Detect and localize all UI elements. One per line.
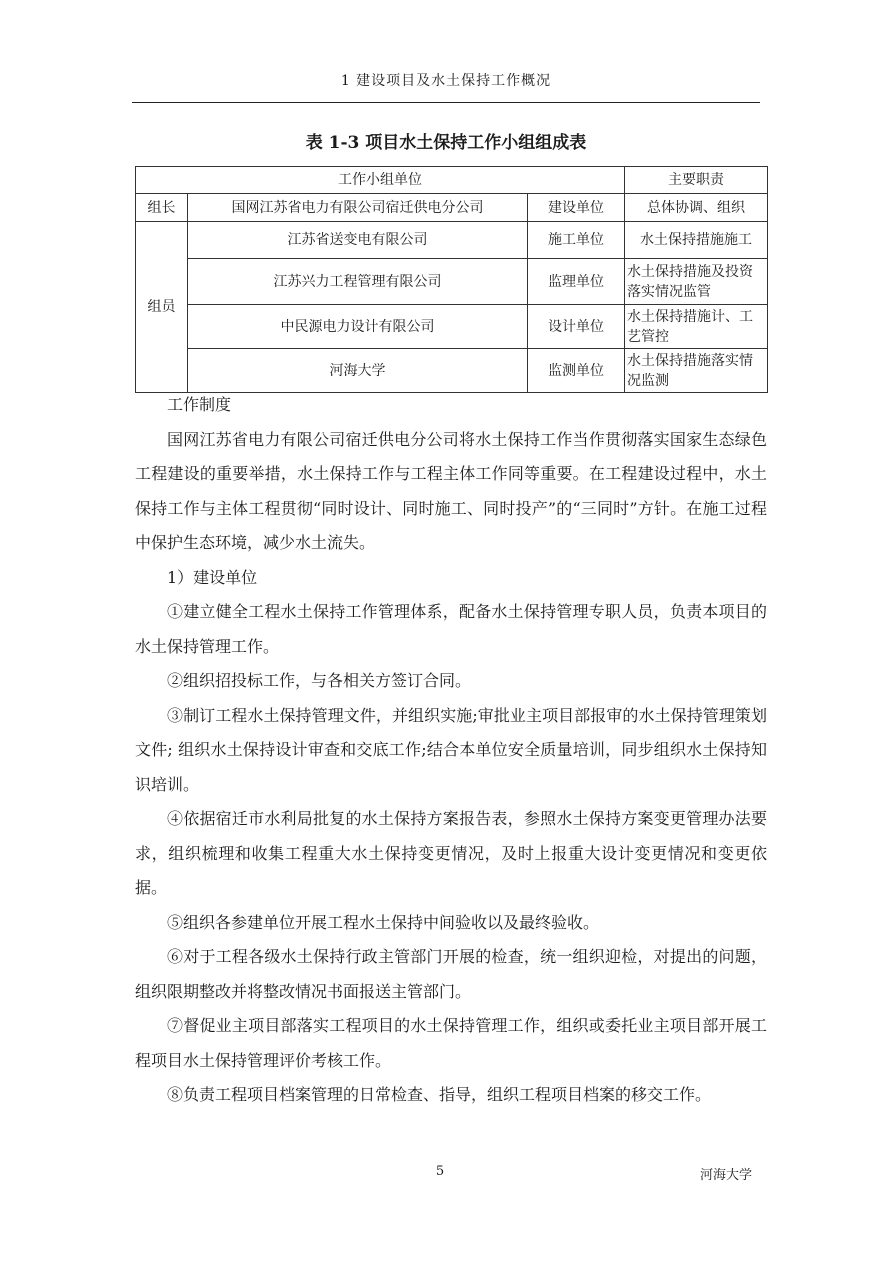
leader-duty: 总体协调、组织 <box>625 194 768 222</box>
table-title: 表 1-3 项目水土保持工作小组组成表 <box>305 133 587 153</box>
header-rule <box>132 102 760 103</box>
header-duty: 主要职责 <box>625 167 768 194</box>
header-unit: 工作小组单位 <box>136 167 625 194</box>
member-type: 施工单位 <box>528 222 625 259</box>
member-duty: 水土保持措施落实情况监测 <box>625 349 768 393</box>
list-item: ②组织招投标工作，与各相关方签订合同。 <box>167 671 472 690</box>
page-header: 1 建设项目及水土保持工作概况 <box>340 73 552 89</box>
member-org: 江苏兴力工程管理有限公司 <box>188 259 528 305</box>
list-item: ③制订工程水土保持管理文件，并组织实施;审批业主项目部报审的水土保持管理策划文件; 组织水土保持设计审查和交底工作;结合本单位安全质量培训，同步组织水土保持知识培训。 <box>135 705 767 794</box>
list-item: ④依据宿迁市水利局批复的水土保持方案报告表，参照水土保持方案变更管理办法要求，组织梳理和收集工程重大水土保持变更情况，及时上报重大设计变更情况和变更依据。 <box>135 809 767 897</box>
member-org: 江苏省送变电有限公司 <box>188 222 528 259</box>
crew-table <box>135 166 768 393</box>
member-type: 监理单位 <box>528 259 625 305</box>
member-duty: 水土保持措施计、工艺管控 <box>625 305 768 349</box>
table-header-row <box>136 167 768 194</box>
leader-type: 建设单位 <box>528 194 625 222</box>
table-row <box>136 349 768 393</box>
table-row <box>136 259 768 305</box>
member-type: 设计单位 <box>528 305 625 349</box>
intro-paragraph: 国网江苏省电力有限公司宿迁供电分公司将水土保持工作当作贯彻落实国家生态绿色工程建设的重要举措，水土保持工作与工程主体工作同等重要。在工程建设过程中，水土保持工作与主体工程贯彻“同时设计、同时施工、同时投产”的“三同时”方针。在施工过程中保护生态环境，减少水土流失。 <box>135 429 767 552</box>
body-text <box>135 388 767 1113</box>
list-item: ⑧负责工程项目档案管理的日常检查、指导，组织工程项目档案的移交工作。 <box>167 1085 712 1104</box>
list-item: ⑦督促业主项目部落实工程项目的水土保持管理工作，组织或委托业主项目部开展工程项目水土保持管理评价考核工作。 <box>135 1016 767 1070</box>
member-org: 中民源电力设计有限公司 <box>188 305 528 349</box>
table-row <box>136 305 768 349</box>
page-number: 5 <box>435 1164 445 1179</box>
member-org: 河海大学 <box>188 349 528 393</box>
leader-role: 组长 <box>136 194 188 222</box>
list-item: ⑤组织各参建单位开展工程水土保持中间验收以及最终验收。 <box>167 912 600 932</box>
section-title: 工作制度 <box>167 395 232 414</box>
leader-org: 国网江苏省电力有限公司宿迁供电分公司 <box>188 194 528 222</box>
footer-org: 河海大学 <box>700 1168 753 1183</box>
table-row <box>136 222 768 259</box>
subsection-title: 1）建设单位 <box>167 567 258 587</box>
list-item: ①建立健全工程水土保持工作管理体系，配备水土保持管理专职人员，负责本项目的水土保持管理工作。 <box>135 602 767 656</box>
table-row <box>136 194 768 222</box>
member-type: 监测单位 <box>528 349 625 393</box>
member-duty: 水土保持措施施工 <box>625 222 768 259</box>
member-duty: 水土保持措施及投资落实情况监管 <box>625 259 768 305</box>
members-role: 组员 <box>136 222 188 393</box>
list-item: ⑥对于工程各级水土保持行政主管部门开展的检查，统一组织迎检，对提出的问题，组织限期整改并将整改情况书面报送主管部门。 <box>135 947 767 1001</box>
